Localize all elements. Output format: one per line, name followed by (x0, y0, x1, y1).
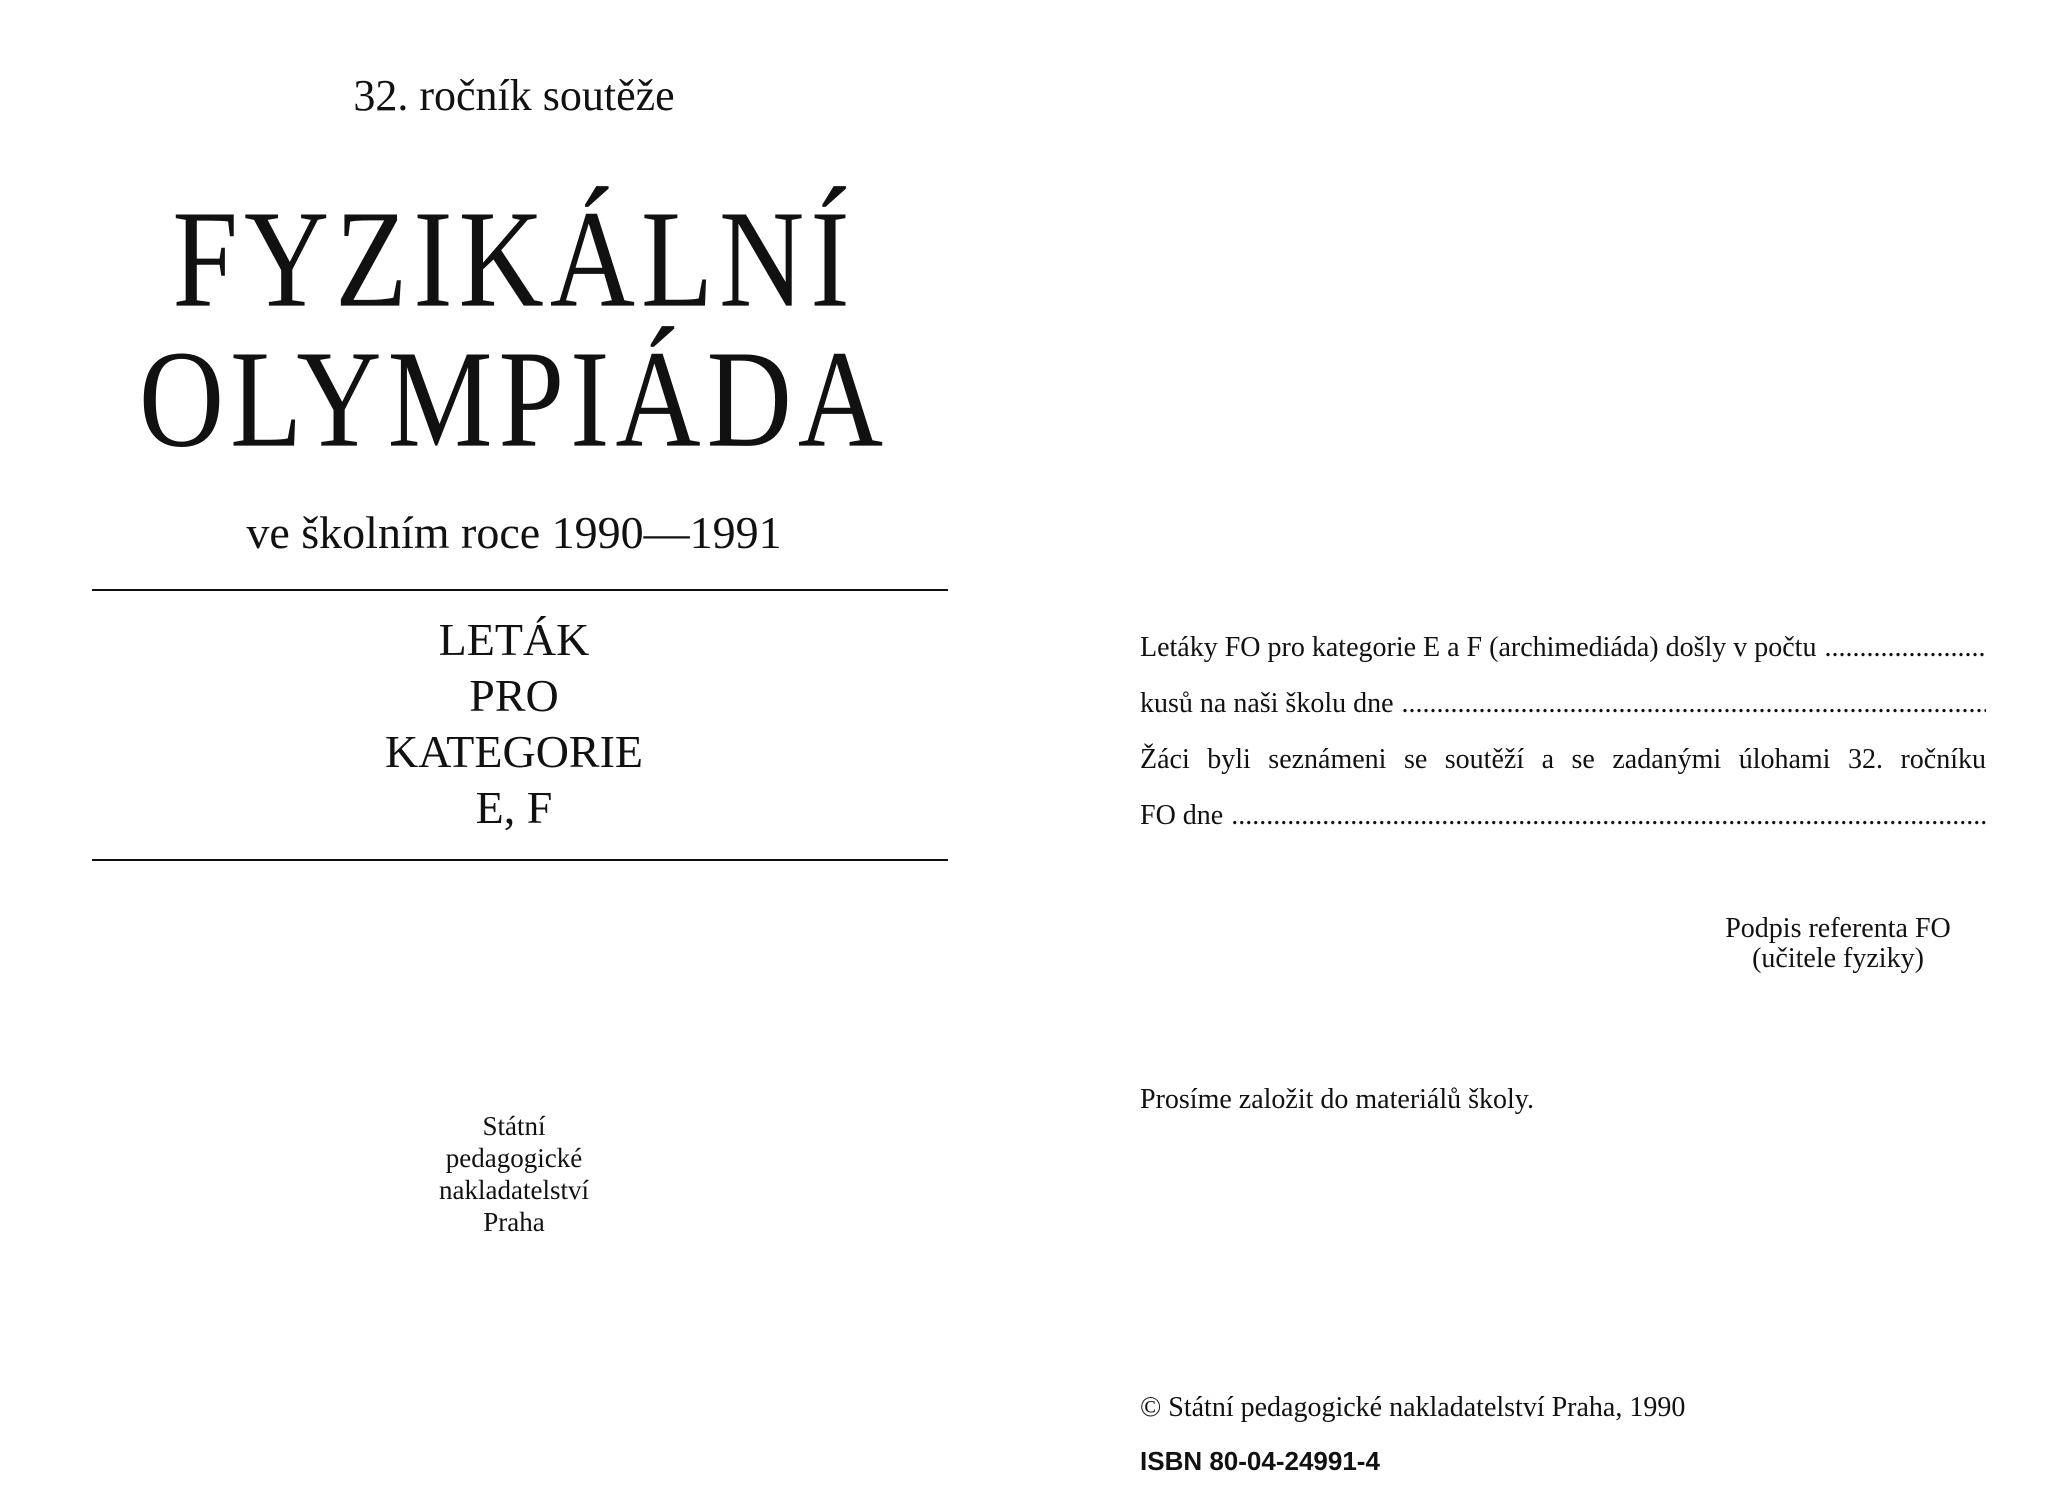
leaflet-heading (0, 612, 1028, 836)
form-line (1140, 788, 1986, 844)
fill-in-dots (1824, 620, 1986, 676)
publisher-line: pedagogické (445, 1143, 583, 1173)
receipt-form (1140, 620, 1986, 844)
publisher-line: Státní (482, 1111, 546, 1141)
signature-caption (1648, 914, 2028, 974)
form-line (1140, 732, 1986, 788)
publisher-line: nakladatelství (439, 1175, 589, 1205)
form-line-text: Žáci byli seznámeni se soutěží a se zadanými úlohami 32. ročníku (1140, 744, 1986, 775)
filing-note: Prosíme založit do materiálů školy. (1140, 1084, 1534, 1115)
divider-top (92, 589, 948, 591)
competition-edition: 32. ročník soutěže (353, 71, 675, 120)
publisher-line: Praha (483, 1207, 545, 1237)
right-page (1028, 0, 2056, 1500)
title-line-2: OLYMPIÁDA (138, 321, 890, 477)
signature-line: (učitele fyziky) (1752, 943, 1924, 974)
divider-bottom (92, 859, 948, 861)
isbn: ISBN 80-04-24991-4 (1140, 1446, 1380, 1476)
form-line (1140, 676, 1986, 732)
copyright-notice: © Státní pedagogické nakladatelství Praha, 1990 (1140, 1392, 1686, 1423)
form-line (1140, 620, 1986, 676)
school-year: ve školním roce 1990—1991 (246, 507, 782, 558)
form-line-text: FO dne (1140, 800, 1224, 831)
title-line-1: FYZIKÁLNÍ (172, 181, 856, 337)
signature-line: Podpis referenta FO (1725, 913, 1951, 944)
leaflet-line: PRO (469, 670, 559, 721)
fill-in-dots (1231, 788, 1986, 844)
leaflet-line: E, F (475, 782, 553, 833)
publisher (0, 1110, 1028, 1238)
form-line-text: Letáky FO pro kategorie E a F (archimediáda) došly v počtu (1140, 632, 1817, 663)
leaflet-line: KATEGORIE (384, 726, 644, 777)
leaflet-line: LETÁK (438, 614, 590, 665)
form-line-text: kusů na naši školu dne (1140, 688, 1394, 719)
fill-in-dots (1402, 676, 1986, 732)
